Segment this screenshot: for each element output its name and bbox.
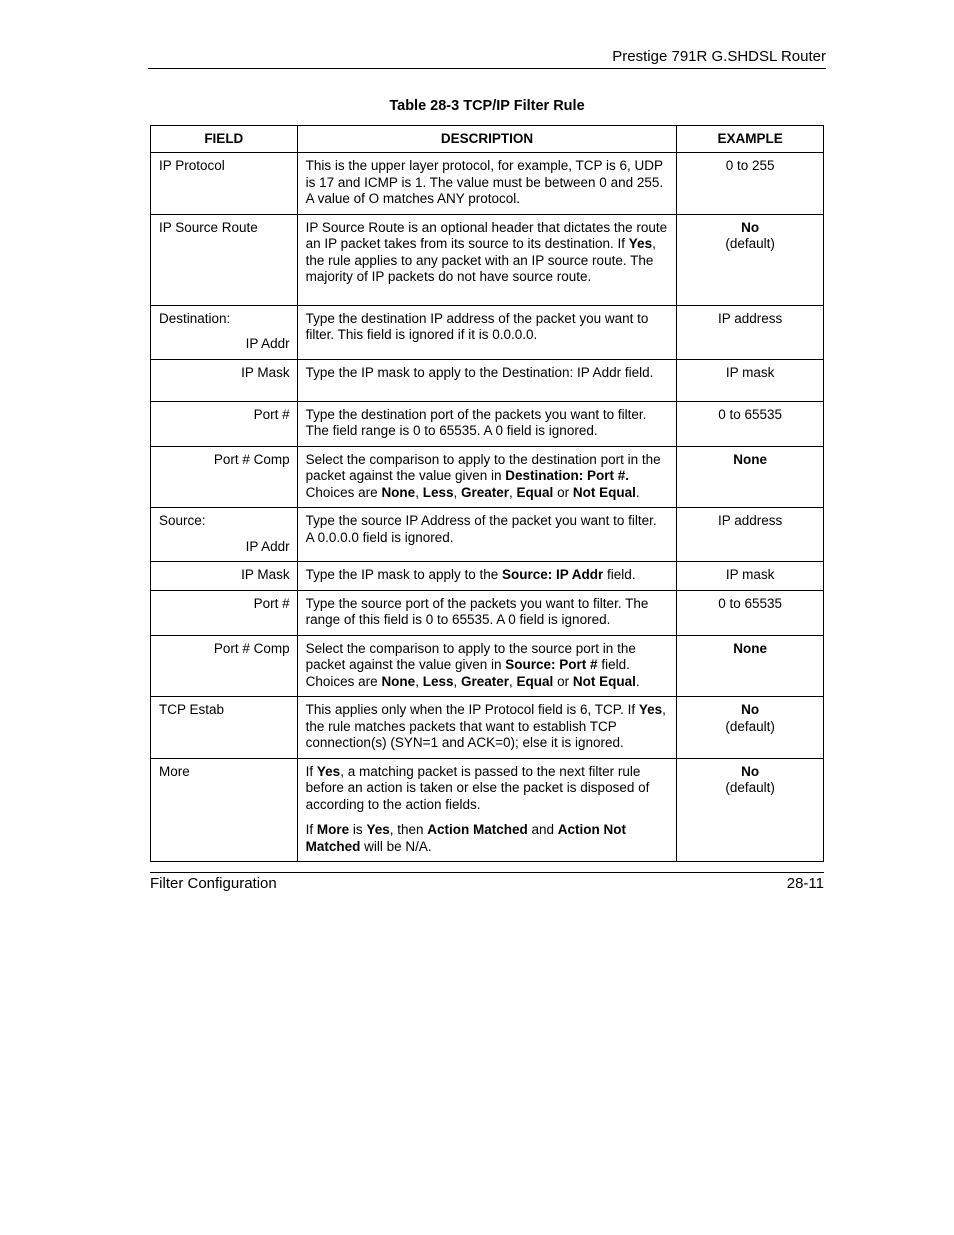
example-cell: None <box>677 635 824 697</box>
example-cell: IP address <box>677 305 824 359</box>
table-row <box>151 590 824 635</box>
example-cell: IP address <box>677 508 824 562</box>
field-cell: TCP Estab <box>151 697 298 759</box>
example-cell: IP mask <box>677 562 824 591</box>
example-cell: No (default) <box>677 758 824 862</box>
example-cell: IP mask <box>677 359 824 401</box>
example-cell: 0 to 65535 <box>677 401 824 446</box>
description-cell: If Yes, a matching packet is passed to the next filter rule before an action is taken or else the packet is disposed of according to the action fields. If More is Yes, then Action Matched and Action Not Matched will be N/A. <box>297 758 677 862</box>
description-cell: Select the comparison to apply to the destination port in the packet against the value given in Destination: Port #. Choices are None, Less, Greater, Equal or Not Equal. <box>297 446 677 508</box>
table-caption: Table 28-3 TCP/IP Filter Rule <box>389 98 585 114</box>
table-row <box>151 508 824 562</box>
description-cell: Type the destination IP address of the packet you want to filter. This field is ignored if it is 0.0.0.0. <box>297 305 677 359</box>
field-cell: More <box>151 758 298 862</box>
description-cell: Type the source port of the packets you want to filter. The range of this field is 0 to 65535. A 0 field is ignored. <box>297 590 677 635</box>
column-header-field: FIELD <box>151 126 298 153</box>
field-cell: IP Mask <box>151 562 298 591</box>
table-row <box>151 359 824 401</box>
example-cell: No (default) <box>677 697 824 759</box>
field-cell: Port # Comp <box>151 446 298 508</box>
footer-section-title: Filter Configuration <box>150 875 277 892</box>
table-row <box>151 758 824 862</box>
page-header-title: Prestige 791R G.SHDSL Router <box>612 48 826 65</box>
field-cell: IP Source Route <box>151 214 298 305</box>
table-row <box>151 401 824 446</box>
field-cell: Port # Comp <box>151 635 298 697</box>
table-row <box>151 697 824 759</box>
description-cell: This is the upper layer protocol, for example, TCP is 6, UDP is 17 and ICMP is 1. The value must be between 0 and 255. A value of O matches ANY protocol. <box>297 153 677 215</box>
description-cell: Type the destination port of the packets you want to filter. The field range is 0 to 65535. A 0 field is ignored. <box>297 401 677 446</box>
example-cell: No (default) <box>677 214 824 305</box>
example-cell: None <box>677 446 824 508</box>
table-row <box>151 562 824 591</box>
table-header-row <box>151 126 824 153</box>
table-row <box>151 635 824 697</box>
description-cell: This applies only when the IP Protocol field is 6, TCP. If Yes, the rule matches packets that want to establish TCP connection(s) (SYN=1 and ACK=0); else it is ignored. <box>297 697 677 759</box>
column-header-example: EXAMPLE <box>677 126 824 153</box>
page-number: 28-11 <box>786 875 824 892</box>
field-cell: Port # <box>151 401 298 446</box>
example-cell: 0 to 255 <box>677 153 824 215</box>
description-cell: IP Source Route is an optional header that dictates the route an IP packet takes from its source to its destination. If Yes, the rule applies to any packet with an IP source route. The majority of IP packets do not have source route. <box>297 214 677 305</box>
field-cell: IP Mask <box>151 359 298 401</box>
header-divider <box>148 68 826 69</box>
field-cell: IP Protocol <box>151 153 298 215</box>
field-cell: Source: IP Addr <box>151 508 298 562</box>
table-row <box>151 214 824 305</box>
field-cell: Destination: IP Addr <box>151 305 298 359</box>
table-row <box>151 305 824 359</box>
example-cell: 0 to 65535 <box>677 590 824 635</box>
tcp-ip-filter-rule-table <box>150 125 824 862</box>
description-cell: Type the IP mask to apply to the Destination: IP Addr field. <box>297 359 677 401</box>
field-cell: Port # <box>151 590 298 635</box>
table-row <box>151 446 824 508</box>
table-row <box>151 153 824 215</box>
subfield-label: IP Addr <box>245 538 290 554</box>
column-header-description: DESCRIPTION <box>297 126 677 153</box>
description-cell: Type the IP mask to apply to the Source: IP Addr field. <box>297 562 677 591</box>
description-cell: Select the comparison to apply to the source port in the packet against the value given in Source: Port # field. Choices are None, Less, Greater, Equal or Not Equal. <box>297 635 677 697</box>
footer-divider <box>150 872 824 873</box>
subfield-label: IP Addr <box>245 336 290 351</box>
description-cell: Type the source IP Address of the packet you want to filter. A 0.0.0.0 field is ignored. <box>297 508 677 562</box>
